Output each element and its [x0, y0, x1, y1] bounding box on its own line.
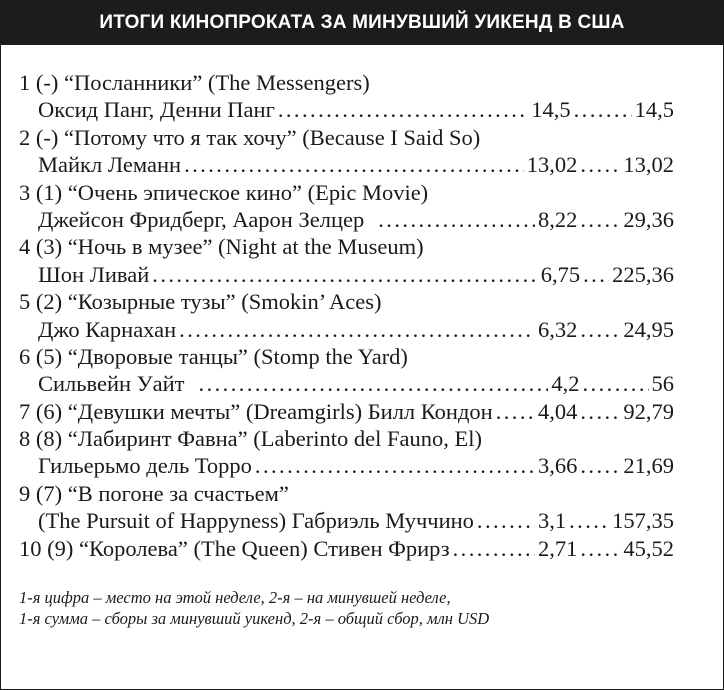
- total-gross: 56: [651, 371, 674, 397]
- list-item-3-title: [19, 179, 674, 206]
- movie-title: 7 (6) “Девушки мечты” (Dreamgirls) Билл Кондон: [19, 398, 493, 424]
- dot-leader: [477, 507, 535, 534]
- total-gross: 24,95: [623, 316, 674, 342]
- ranking-list: [19, 69, 674, 562]
- list-item-7: [19, 398, 674, 425]
- dot-leader: [453, 535, 535, 562]
- total-gross: 29,36: [623, 206, 674, 232]
- weekend-gross: 6,75: [540, 261, 581, 287]
- total-gross: 45,52: [623, 535, 674, 561]
- dot-leader: [255, 452, 535, 479]
- total-gross: 13,02: [623, 152, 674, 178]
- movie-title: 4 (3) “Ночь в музее” (Night at the Museum): [19, 234, 424, 260]
- director: Шон Ливай: [38, 261, 150, 287]
- list-item-4-title: [19, 233, 674, 260]
- movie-title: 1 (-) “Посланники” (The Messengers): [19, 70, 370, 95]
- dot-leader: [580, 535, 620, 562]
- list-item-5-figures: [19, 316, 674, 343]
- movie-title: 2 (-) “Потому что я так хочу” (Because I Said So): [19, 124, 481, 150]
- movie-title: 10 (9) “Королева” (The Queen) Стивен Фрирз: [19, 535, 450, 561]
- dot-leader: [378, 206, 535, 233]
- dot-leader: [179, 316, 535, 343]
- list-item-6-figures: [19, 370, 674, 397]
- dot-leader: [199, 370, 549, 397]
- list-item-6-title: [19, 343, 674, 370]
- dot-leader: [580, 206, 620, 233]
- list-item-2-title: [19, 124, 674, 151]
- director: Майкл Леманн: [38, 152, 182, 178]
- dot-leader: [583, 370, 649, 397]
- dot-leader: [583, 261, 609, 288]
- weekend-gross: 2,71: [538, 535, 578, 561]
- director: Гильерьмо дель Торро: [38, 453, 252, 479]
- dot-leader: [278, 96, 528, 123]
- weekend-gross: 8,22: [538, 206, 578, 232]
- list-item-1-title: [19, 69, 674, 96]
- list-item-2-figures: [19, 151, 674, 178]
- director: Сильвейн Уайт: [38, 371, 185, 397]
- footnote: [19, 587, 699, 629]
- weekend-gross: 3,66: [538, 453, 578, 479]
- footnote-line: 1-я сумма – сборы за минувший уикенд, 2-я – общий сбор, млн USD: [19, 609, 490, 628]
- movie-title: 9 (7) “В погоне за счастьем”: [19, 480, 289, 506]
- dot-leader: [184, 151, 524, 178]
- list-item-10: [19, 535, 674, 562]
- list-item-9-figures: [19, 507, 674, 534]
- weekend-gross: 4,2: [551, 371, 580, 397]
- dot-leader: [580, 151, 620, 178]
- dot-leader: [580, 398, 620, 425]
- director: (The Pursuit of Happyness) Габриэль Муччино: [38, 508, 474, 534]
- dot-leader: [569, 507, 609, 534]
- weekend-gross: 6,32: [538, 316, 578, 342]
- total-gross: 14,5: [634, 97, 674, 123]
- dot-leader: [574, 96, 632, 123]
- list-item-3-figures: [19, 206, 674, 233]
- total-gross: 21,69: [623, 453, 674, 479]
- director: Оксид Панг, Денни Панг: [38, 97, 275, 123]
- list-item-1-figures: [19, 96, 674, 123]
- movie-title: 3 (1) “Очень эпическое кино” (Epic Movie): [19, 179, 429, 205]
- list-item-4-figures: [19, 261, 674, 288]
- total-gross: 225,36: [612, 261, 674, 287]
- movie-title: 6 (5) “Дворовые танцы” (Stomp the Yard): [19, 343, 408, 369]
- director: Джо Карнахан: [38, 316, 177, 342]
- list-item-8-figures: [19, 452, 674, 479]
- list-item-9-title: [19, 480, 674, 507]
- weekend-gross: 13,02: [526, 152, 578, 178]
- list-item-8-title: [19, 425, 674, 452]
- list-item-5-title: [19, 288, 674, 315]
- dot-leader: [580, 316, 620, 343]
- weekend-gross: 3,1: [538, 508, 567, 534]
- total-gross: 157,35: [612, 508, 674, 534]
- movie-title: 8 (8) “Лабиринт Фавна” (Laberinto del Fauno, El): [19, 426, 482, 452]
- dot-leader: [580, 452, 620, 479]
- dot-leader: [496, 398, 535, 425]
- director: Джейсон Фридберг, Аарон Зелцер: [38, 206, 365, 232]
- footnote-line: 1-я цифра – место на этой неделе, 2-я – на минувшей неделе,: [19, 588, 451, 607]
- dot-leader: [152, 261, 537, 288]
- total-gross: 92,79: [623, 398, 674, 424]
- weekend-gross: 14,5: [531, 97, 571, 123]
- weekend-gross: 4,04: [538, 398, 578, 424]
- page-title: ИТОГИ КИНОПРОКАТА ЗА МИНУВШИЙ УИКЕНД В США: [1, 1, 723, 45]
- movie-title: 5 (2) “Козырные тузы” (Smokin’ Aces): [19, 289, 382, 315]
